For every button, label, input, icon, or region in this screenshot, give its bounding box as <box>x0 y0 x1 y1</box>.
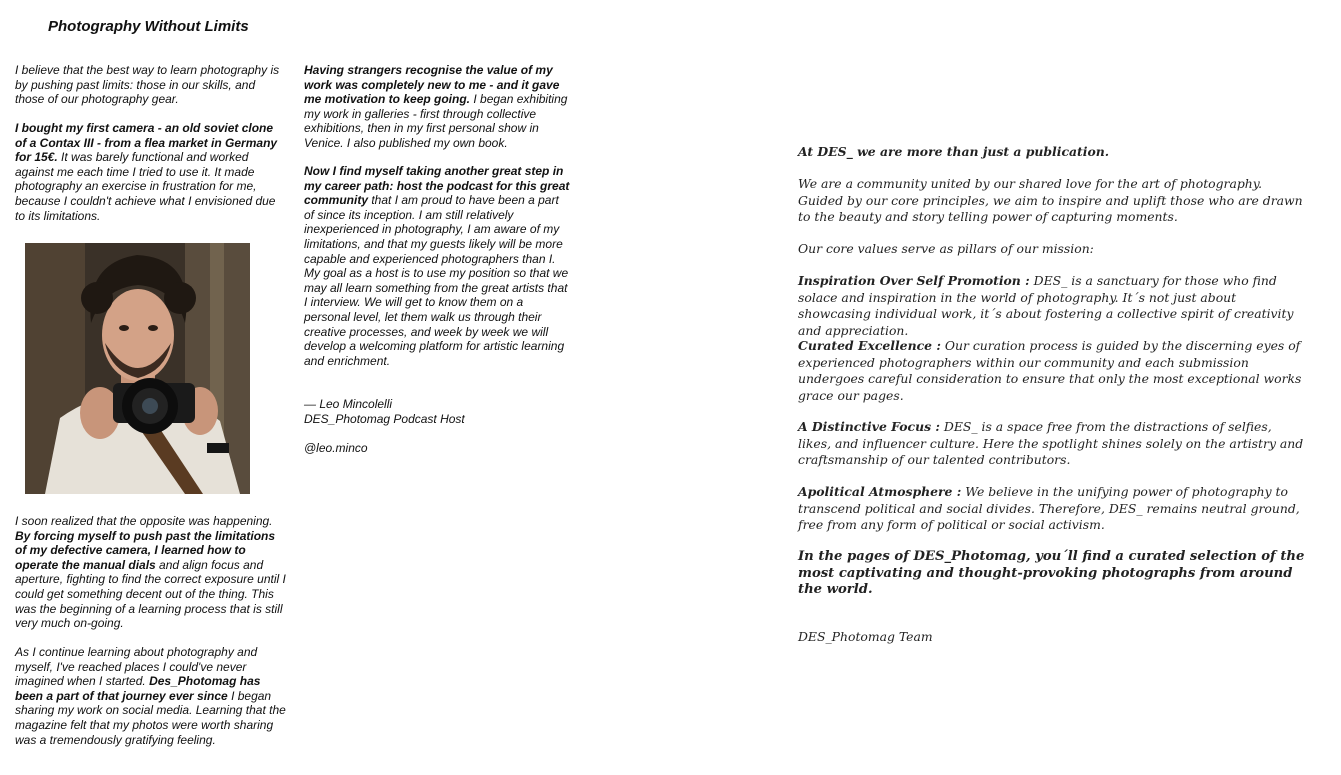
left-paragraph-3 <box>15 514 287 631</box>
middle-paragraph-1-rest: I began exhibiting my work in galleries - first through collective exhibitions, then in my first personal show in Venice. I also published my own book. <box>304 92 568 150</box>
left-paragraph-3-rest: and align focus and aperture, fighting to find the correct exposure until I could get something decent out of the thing. This was the beginning of a learning process that is still very much on-going. <box>15 557 286 631</box>
portrait-illustration <box>25 243 250 494</box>
value-inspiration <box>798 273 1308 339</box>
values-intro: Our core values serve as pillars of our mission: <box>798 241 1094 256</box>
closing-statement: In the pages of DES_Photomag, you´ll find a curated selection of the most captivating and thought-provoking photographs from around the world. <box>798 549 1305 598</box>
left-paragraph-4-bold: Des_Photomag has been a part of that journey ever since <box>15 674 261 703</box>
signature-name: — Leo Mincolelli <box>304 397 393 411</box>
left-paragraph-4-start: As I continue learning about photography and myself, I've reached places I could've never imagined when I started. <box>15 645 258 689</box>
right-intro: We are a community united by our shared love for the art of photography. Guided by our core principles, we aim to inspire and uplift those who are drawn to the beauty and story telling power of capturing moments. <box>798 176 1303 225</box>
page-title: Photography Without Limits <box>48 18 249 35</box>
signature-role: DES_Photomag Podcast Host <box>304 411 465 426</box>
middle-paragraph-2-bold: Now I find myself taking another great step in my career path: host the podcast for this great community <box>304 164 570 208</box>
value-name: Apolitical Atmosphere : <box>798 484 962 499</box>
left-paragraph-4-rest: I began sharing my work on social media. Learning that the magazine felt that my photos were worth sharing was a tremendously gratifying feeling. <box>15 688 286 747</box>
value-name: Inspiration Over Self Promotion : <box>798 273 1030 288</box>
left-paragraph-4 <box>15 645 287 747</box>
value-text: DES_ is a sanctuary for those who find solace and inspiration in the world of photography. It´s not just about showcasing individual work, it´s about fostering a collective spirit of creativity and appreciation. <box>798 273 1294 338</box>
team-signature: DES_Photomag Team <box>798 629 933 644</box>
left-paragraph-3-start: I soon realized that the opposite was happening. <box>15 514 273 528</box>
left-paragraph-1: I believe that the best way to learn photography is by pushing past limits: those in our skills, and those of our photography gear. <box>15 63 280 107</box>
value-name: Curated Excellence : <box>798 338 941 353</box>
value-text: We believe in the unifying power of photography to transcend political and social divides. Therefore, DES_ remains neutral ground, free from any form of political or social activism. <box>798 484 1300 533</box>
left-paragraph-3-bold: By forcing myself to push past the limitations of my defective camera, I learned how to operate the manual dials <box>15 528 276 572</box>
signature <box>304 397 572 426</box>
value-curated-excellence <box>798 338 1308 404</box>
value-text: Our curation process is guided by the discerning eyes of experienced photographers within our community and each submission undergoes careful consideration to ensure that only the most exceptional works grace our pages. <box>798 338 1302 403</box>
value-apolitical <box>798 484 1308 534</box>
right-heading: At DES_ we are more than just a publication. <box>798 144 1110 159</box>
instagram-handle: @leo.minco <box>304 441 368 455</box>
value-distinctive-focus <box>798 419 1308 469</box>
value-text: DES_ is a space free from the distractions of selfies, likes, and influencer culture. Here the spotlight shines solely on the artistry and craftsmanship of our talented contributors. <box>798 419 1304 468</box>
left-paragraph-2 <box>15 121 287 223</box>
middle-paragraph-2-rest: that I am proud to have been a part of since its inception. I am still relatively inexperienced in photography, I am aware of my limitations, and that my guests likely will be more capable and experienced photographers than I. My goal as a host is to use my position so that we may all learn something from the great artists that I interview. We will get to know them on a personal level, let them walk us through their creative processes, and week by week we will develop a welcoming platform for artistic learning and enrichment. <box>304 193 569 368</box>
middle-paragraph-1 <box>304 63 572 151</box>
left-paragraph-2-bold: I bought my first camera - an old soviet clone of a Contax III - from a flea market in Germany for 15€. <box>15 121 278 165</box>
portrait-photo <box>25 243 250 494</box>
value-name: A Distinctive Focus : <box>798 419 940 434</box>
left-paragraph-2-rest: It was barely functional and worked against me each time I tried to use it. It made photography an exercise in frustration for me, because I couldn't achieve what I envisioned due to its limitations. <box>15 150 276 223</box>
middle-paragraph-1-bold: Having strangers recognise the value of my work was completely new to me - and it gave me motivation to keep going. <box>304 63 560 107</box>
middle-paragraph-2 <box>304 164 572 368</box>
